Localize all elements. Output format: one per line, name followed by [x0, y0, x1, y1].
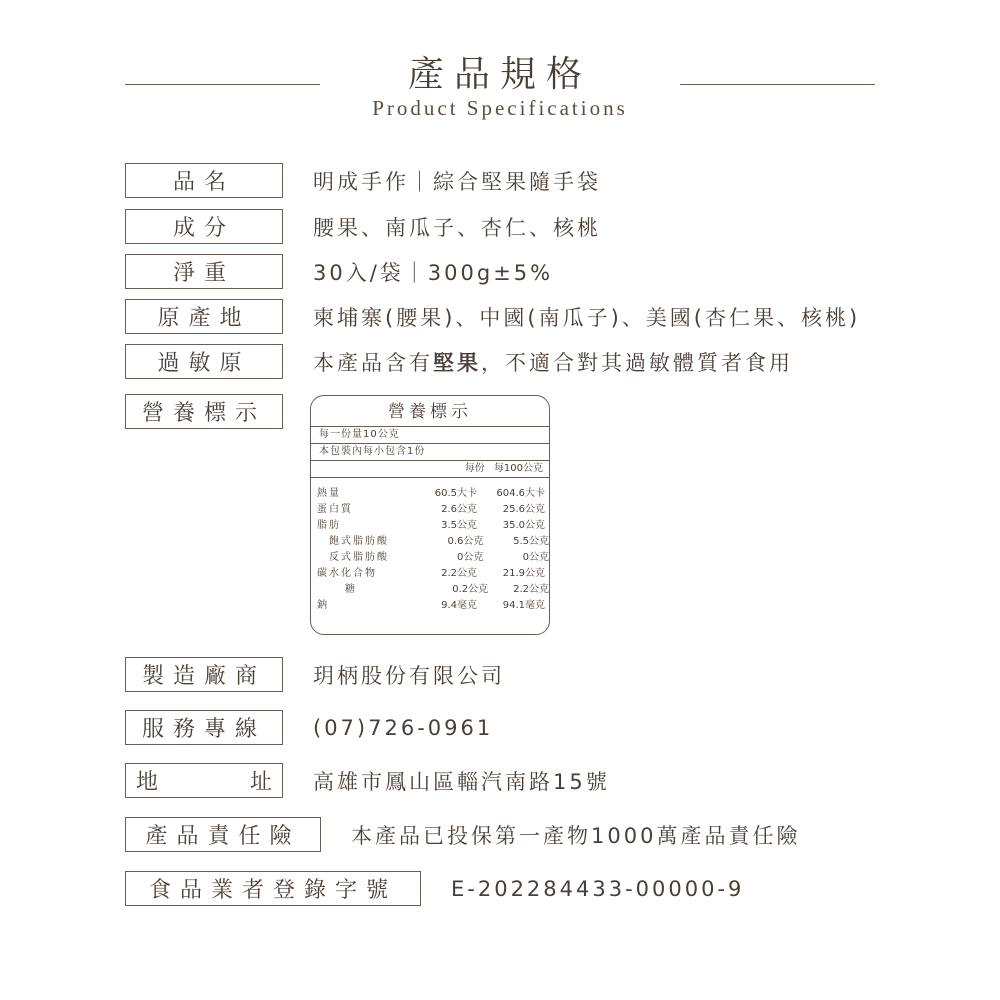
allergen-text-pre: 本產品含有 [313, 350, 433, 375]
page-title: 產品規格 [407, 54, 592, 95]
nutrient-per-100g: 35.0公克 [502, 520, 545, 531]
spec-label: 淨重 [125, 254, 283, 289]
spec-label: 品名 [125, 163, 283, 198]
spec-value: 30入/袋｜300g±5% [313, 260, 554, 285]
nutrient-per-100g: 25.6公克 [502, 504, 545, 515]
nutrition-title: 營養標示 [311, 396, 549, 427]
nutrient-per-100g: 604.6大卡 [496, 488, 545, 499]
info-value: E-202284433-00000-9 [451, 876, 745, 901]
spec-row-product-name [125, 163, 601, 198]
spec-row-ingredients [125, 209, 601, 244]
nutrient-name: 脂肪 [317, 520, 341, 531]
nutrition-column-headers [311, 461, 549, 478]
nutrition-col-per-serving: 每份 [464, 463, 485, 474]
nutrient-name: 碳水化合物 [317, 568, 377, 579]
info-label: 食品業者登錄字號 [125, 871, 421, 906]
info-row-address [125, 763, 610, 798]
spec-label: 營養標示 [125, 394, 283, 429]
table-row [311, 582, 549, 598]
nutrient-per-serving: 3.5公克 [441, 520, 477, 531]
nutrient-per-serving: 2.2公克 [441, 568, 477, 579]
nutrient-per-100g: 21.9公克 [502, 568, 545, 579]
info-label: 製造廠商 [125, 657, 283, 692]
nutrient-per-100g: 94.1毫克 [502, 600, 545, 611]
allergen-text-bold: 堅果 [433, 350, 481, 375]
info-row-service-line [125, 710, 493, 745]
nutrient-name: 飽式脂肪酸 [329, 536, 389, 547]
nutrient-per-100g: 2.2公克 [513, 584, 549, 595]
spec-value [313, 347, 793, 377]
nutrient-name: 熱量 [317, 488, 341, 499]
page-subtitle: Product Specifications [372, 96, 628, 120]
nutrient-per-serving: 9.4毫克 [441, 600, 477, 611]
allergen-text-post: ，不適合對其過敏體質者食用 [481, 350, 793, 375]
spec-value: 明成手作｜綜合堅果隨手袋 [313, 169, 601, 194]
info-value: 高雄市鳳山區輜汽南路15號 [313, 769, 610, 794]
nutrient-name: 糖 [345, 584, 357, 595]
spec-value: 柬埔寨(腰果)、中國(南瓜子)、美國(杏仁果、核桃) [313, 305, 861, 330]
nutrient-name: 蛋白質 [317, 504, 353, 515]
nutrient-per-100g: 5.5公克 [513, 536, 549, 547]
table-row [311, 502, 549, 518]
nutrient-per-serving: 60.5大卡 [434, 488, 477, 499]
table-row [311, 518, 549, 534]
info-row-manufacturer [125, 657, 505, 692]
info-value: (07)726-0961 [313, 715, 494, 740]
table-row [311, 550, 549, 566]
address-label-char-1: 地 [136, 770, 159, 795]
info-label: 產品責任險 [125, 817, 321, 852]
nutrient-per-serving: 2.6公克 [441, 504, 477, 515]
nutrient-name: 反式脂肪酸 [329, 552, 389, 563]
info-row-registration-number [125, 871, 744, 906]
info-value: 本產品已投保第一產物1000萬產品責任險 [351, 823, 801, 848]
spec-value: 腰果、南瓜子、杏仁、核桃 [313, 215, 601, 240]
spec-label: 成分 [125, 209, 283, 244]
nutrient-per-serving: 0.2公克 [452, 584, 489, 595]
info-label: 服務專線 [125, 710, 283, 745]
info-label [125, 763, 283, 798]
info-value: 玥柄股份有限公司 [313, 663, 505, 688]
spec-label: 原產地 [125, 299, 283, 334]
table-row [311, 598, 549, 614]
nutrition-facts-panel [310, 395, 550, 635]
table-row [311, 566, 549, 582]
nutrient-per-100g: 0公克 [522, 552, 549, 563]
info-row-liability-insurance [125, 817, 800, 852]
spec-row-allergen [125, 344, 793, 379]
table-row [311, 534, 549, 550]
spec-label: 過敏原 [125, 344, 283, 379]
table-row [311, 486, 549, 502]
nutrition-rows [311, 478, 549, 614]
address-label-char-2: 址 [249, 770, 272, 795]
spec-row-net-weight [125, 254, 553, 289]
nutrient-name: 鈉 [317, 600, 329, 611]
nutrition-serving-size: 每一份量10公克 [311, 427, 549, 444]
spec-row-origin [125, 299, 860, 334]
nutrient-per-serving: 0.6公克 [447, 536, 484, 547]
nutrition-servings-per-pack: 本包裝內每小包含1份 [311, 444, 549, 461]
nutrient-per-serving: 0公克 [457, 552, 484, 563]
spec-row-nutrition [125, 394, 283, 429]
nutrition-col-per-100g: 每100公克 [493, 463, 543, 474]
